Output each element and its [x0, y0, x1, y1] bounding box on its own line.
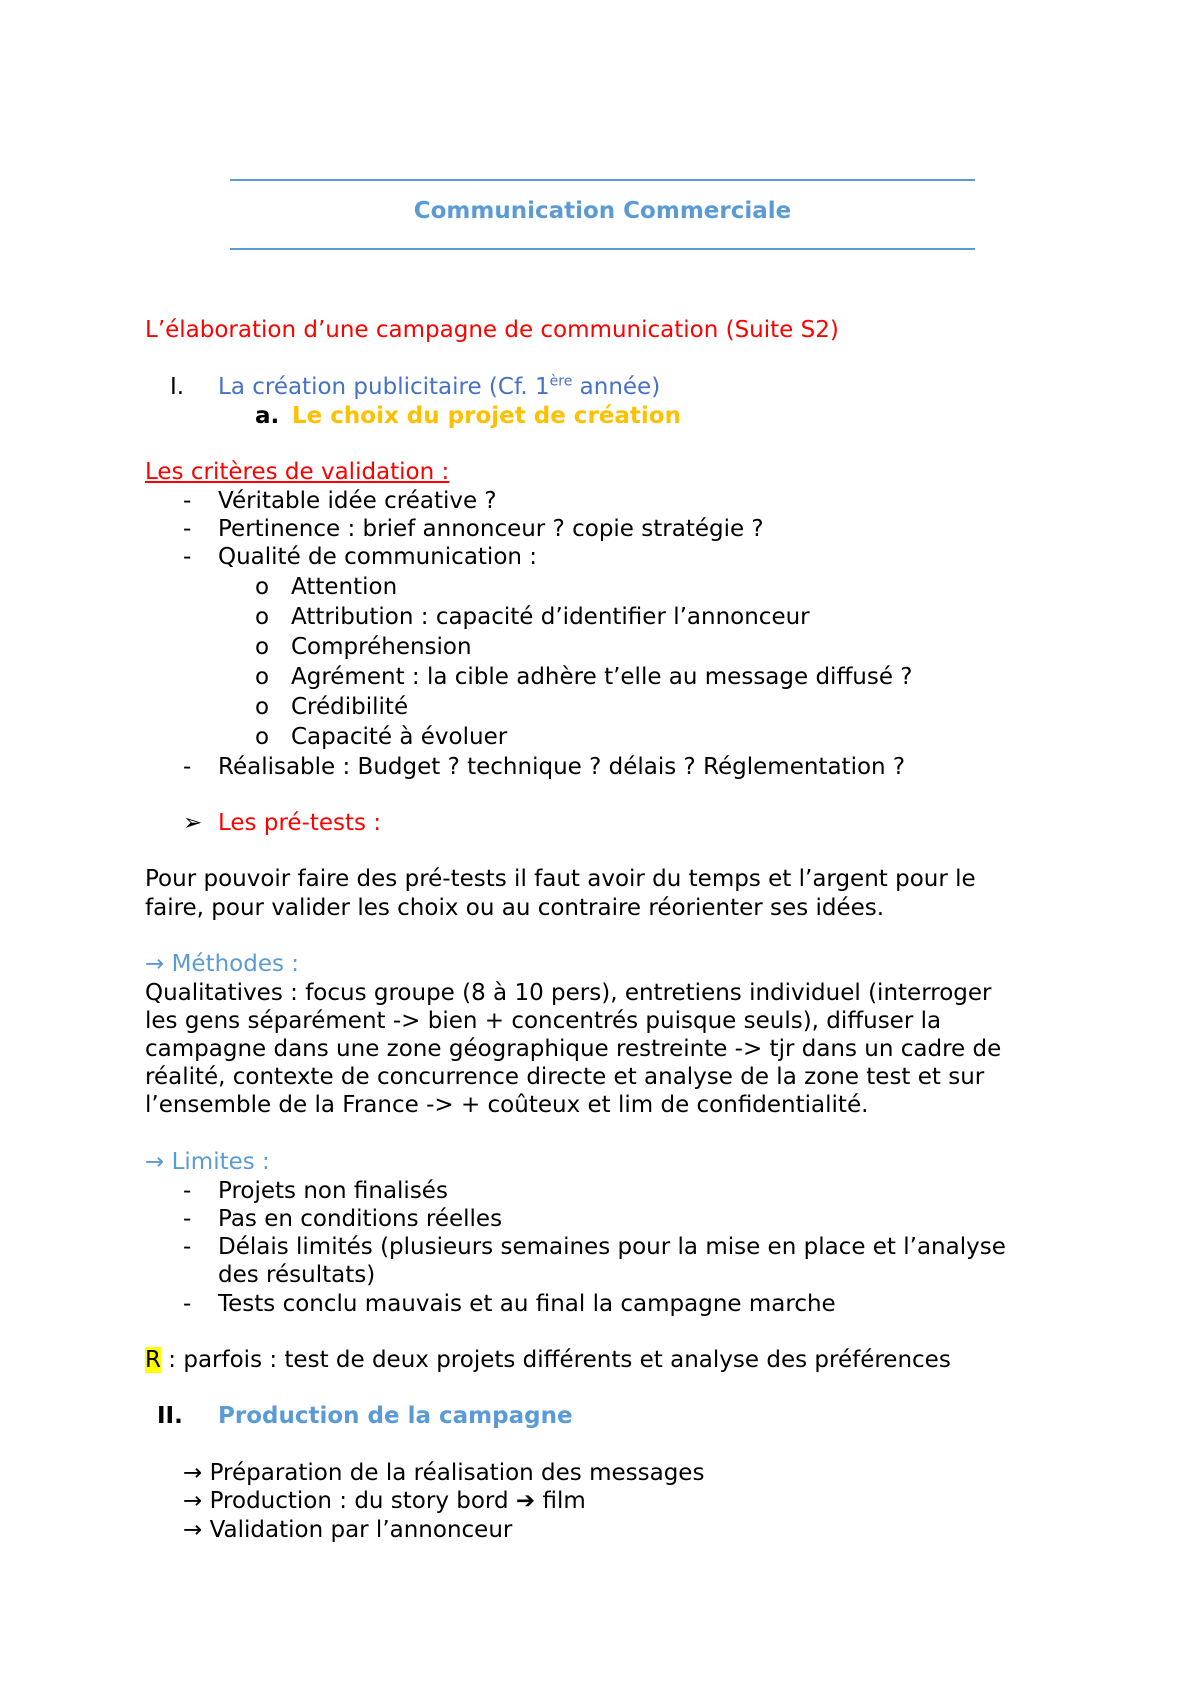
criteria-item-4: Réalisable : Budget ? technique ? délais ? Réglementation ?: [218, 754, 906, 780]
subsection-a-heading: Le choix du projet de création: [292, 403, 681, 429]
document-title: Communication Commerciale: [413, 198, 792, 224]
pretests-paragraph-line-2: faire, pour valider les choix ou au contraire réorienter ses idées.: [145, 895, 885, 921]
dash-bullet: -: [183, 1206, 192, 1232]
section-1-heading: [218, 373, 660, 401]
criteria-sub-item-4: Agrément : la cible adhère t’elle au message diffusé ?: [291, 664, 913, 690]
criteria-sub-item-2: Attribution : capacité d’identifier l’annonceur: [291, 604, 810, 630]
circle-bullet: o: [255, 724, 270, 750]
criteria-heading: Les critères de validation :: [145, 459, 450, 485]
section-2-number: II.: [157, 1403, 183, 1429]
section-2-heading: Production de la campagne: [218, 1403, 573, 1429]
criteria-item-1: Véritable idée créative ?: [218, 488, 497, 514]
production-item-2: → Production : du story bord ➔ film: [183, 1488, 586, 1514]
limits-item-3-continued: des résultats): [218, 1262, 376, 1288]
circle-bullet: o: [255, 574, 270, 600]
dash-bullet: -: [183, 754, 192, 780]
limits-item-2: Pas en conditions réelles: [218, 1206, 503, 1232]
pretests-heading: Les pré-tests :: [218, 810, 382, 836]
limits-item-1: Projets non finalisés: [218, 1178, 448, 1204]
circle-bullet: o: [255, 604, 270, 630]
methods-line-1: Qualitatives : focus groupe (8 à 10 pers), entretiens individuel (interroger: [145, 980, 992, 1006]
arrowhead-bullet-icon: ➢: [183, 810, 203, 836]
limits-heading: → Limites :: [145, 1149, 270, 1175]
dash-bullet: -: [183, 488, 192, 514]
production-item-3: → Validation par l’annonceur: [183, 1517, 513, 1543]
criteria-item-3: Qualité de communication :: [218, 544, 538, 570]
methods-heading: → Méthodes :: [145, 951, 300, 977]
dash-bullet: -: [183, 516, 192, 542]
remark-line: [145, 1346, 951, 1374]
criteria-sub-item-6: Capacité à évoluer: [291, 724, 508, 750]
criteria-sub-item-5: Crédibilité: [291, 694, 409, 720]
limits-item-4: Tests conclu mauvais et au final la campagne marche: [218, 1291, 836, 1317]
dash-bullet: -: [183, 1291, 192, 1317]
limits-item-3: Délais limités (plusieurs semaines pour la mise en place et l’analyse: [218, 1234, 1006, 1260]
circle-bullet: o: [255, 694, 270, 720]
criteria-item-2: Pertinence : brief annonceur ? copie stratégie ?: [218, 516, 764, 542]
title-rule-bottom: [230, 248, 975, 250]
section-1-label-end: année): [572, 374, 661, 400]
section-1-label: La création publicitaire (Cf. 1: [218, 374, 550, 400]
methods-line-2: les gens séparément -> bien + concentrés puisque seuls), diffuser la: [145, 1008, 942, 1034]
section-1-number: I.: [170, 374, 185, 400]
circle-bullet: o: [255, 634, 270, 660]
title-rule-top: [230, 179, 975, 181]
methods-line-5: l’ensemble de la France -> + coûteux et lim de confidentialité.: [145, 1092, 869, 1118]
criteria-sub-item-3: Compréhension: [291, 634, 472, 660]
methods-line-4: réalité, contexte de concurrence directe et analyse de la zone test et sur: [145, 1064, 985, 1090]
circle-bullet: o: [255, 664, 270, 690]
dash-bullet: -: [183, 1178, 192, 1204]
section-1-sup: ère: [549, 373, 573, 390]
production-item-1: → Préparation de la réalisation des messages: [183, 1460, 705, 1486]
methods-line-3: campagne dans une zone géographique restreinte -> tjr dans un cadre de: [145, 1036, 1002, 1062]
remark-text: : parfois : test de deux projets différents et analyse des préférences: [160, 1347, 951, 1373]
criteria-sub-item-1: Attention: [291, 574, 398, 600]
dash-bullet: -: [183, 544, 192, 570]
dash-bullet: -: [183, 1234, 192, 1260]
remark-highlight: R: [145, 1347, 161, 1373]
subtitle: L’élaboration d’une campagne de communication (Suite S2): [145, 317, 839, 343]
subsection-a-number: a.: [255, 403, 280, 429]
pretests-paragraph-line-1: Pour pouvoir faire des pré-tests il faut avoir du temps et l’argent pour le: [145, 866, 976, 892]
